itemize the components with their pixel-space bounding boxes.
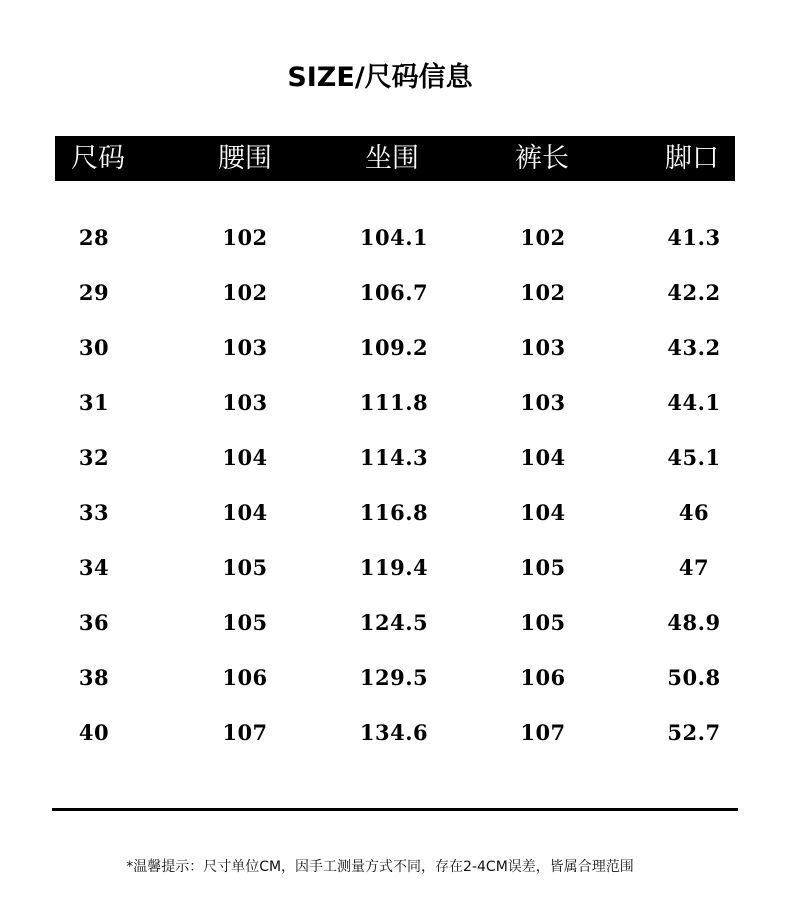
cell-size: 32 <box>78 445 110 470</box>
table-row <box>0 435 790 490</box>
cell-length: 102 <box>520 280 566 305</box>
cell-hem: 52.7 <box>667 720 721 745</box>
cell-size: 40 <box>78 720 110 745</box>
cell-length: 104 <box>520 500 566 525</box>
table-row <box>0 655 790 710</box>
cell-length: 102 <box>520 225 566 250</box>
cell-hip: 109.2 <box>359 335 429 360</box>
table-row <box>0 490 790 545</box>
table-row <box>0 270 790 325</box>
cell-hip: 124.5 <box>359 610 429 635</box>
cell-size: 38 <box>78 665 110 690</box>
table-row <box>0 325 790 380</box>
cell-hip: 111.8 <box>359 390 429 415</box>
cell-length: 106 <box>520 665 566 690</box>
cell-size: 30 <box>78 335 110 360</box>
table-header <box>55 136 735 181</box>
cell-waist: 103 <box>222 390 268 415</box>
cell-size: 28 <box>78 225 110 250</box>
header-hem: 脚口 <box>665 143 719 174</box>
cell-hip: 134.6 <box>359 720 429 745</box>
cell-hem: 45.1 <box>667 445 721 470</box>
cell-hem: 43.2 <box>667 335 721 360</box>
cell-hem: 50.8 <box>667 665 721 690</box>
divider <box>52 808 738 811</box>
table-row <box>0 600 790 655</box>
cell-waist: 103 <box>222 335 268 360</box>
cell-hem: 41.3 <box>667 225 721 250</box>
cell-hem: 42.2 <box>667 280 721 305</box>
cell-waist: 107 <box>222 720 268 745</box>
cell-length: 104 <box>520 445 566 470</box>
cell-length: 107 <box>520 720 566 745</box>
cell-waist: 105 <box>222 555 268 580</box>
cell-length: 105 <box>520 610 566 635</box>
cell-length: 103 <box>520 335 566 360</box>
table-row <box>0 215 790 270</box>
cell-hem: 48.9 <box>667 610 721 635</box>
cell-hip: 114.3 <box>359 445 429 470</box>
table-body <box>0 215 790 765</box>
cell-hip: 106.7 <box>359 280 429 305</box>
table-row <box>0 710 790 765</box>
measurement-note: *温馨提示：尺寸单位CM，因手工测量方式不同，存在2-4CM误差，皆属合理范围 <box>126 859 634 875</box>
cell-waist: 105 <box>222 610 268 635</box>
cell-size: 33 <box>78 500 110 525</box>
cell-waist: 104 <box>222 500 268 525</box>
header-length: 裤长 <box>515 143 569 174</box>
table-row <box>0 380 790 435</box>
cell-length: 105 <box>520 555 566 580</box>
table-row <box>0 545 790 600</box>
cell-length: 103 <box>520 390 566 415</box>
cell-hip: 129.5 <box>359 665 429 690</box>
cell-waist: 106 <box>222 665 268 690</box>
cell-hem: 47 <box>678 555 710 580</box>
cell-waist: 102 <box>222 280 268 305</box>
cell-waist: 104 <box>222 445 268 470</box>
cell-hem: 44.1 <box>667 390 721 415</box>
cell-size: 31 <box>78 390 110 415</box>
page-title: SIZE/尺码信息 <box>287 62 473 93</box>
cell-size: 34 <box>78 555 110 580</box>
header-waist: 腰围 <box>218 143 272 174</box>
cell-size: 29 <box>78 280 110 305</box>
cell-hip: 119.4 <box>359 555 429 580</box>
cell-hip: 116.8 <box>359 500 429 525</box>
cell-waist: 102 <box>222 225 268 250</box>
header-size: 尺码 <box>71 143 125 174</box>
cell-size: 36 <box>78 610 110 635</box>
cell-hip: 104.1 <box>359 225 429 250</box>
header-hip: 坐围 <box>365 143 419 174</box>
cell-hem: 46 <box>678 500 710 525</box>
